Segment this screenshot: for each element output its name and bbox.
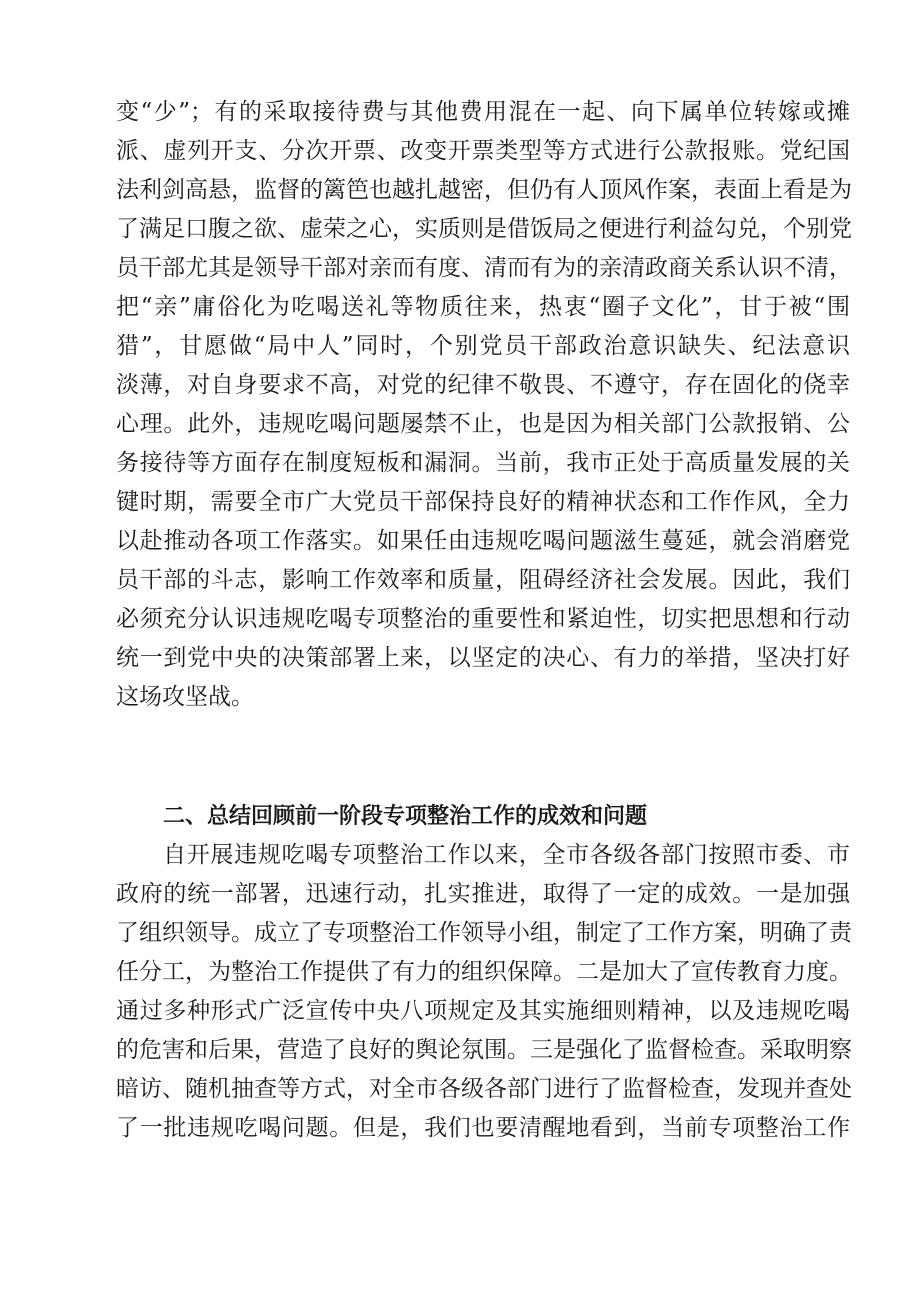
text-line: 淡薄，对自身要求不高，对党的纪律不敬畏、不遵守，存在固化的侥幸 — [116, 372, 850, 398]
text-line: 把“亲”庸俗化为吃喝送礼等物质往来，热衷“圈子文化”，甘于被“围 — [116, 294, 850, 320]
text-line: 的危害和后果，营造了良好的舆论氛围。三是强化了监督检查。采取明察 — [116, 1037, 852, 1063]
text-line: 了组织领导。成立了专项整治工作领导小组，制定了工作方案，明确了责 — [116, 920, 852, 946]
paragraph-body-2 — [116, 836, 850, 1148]
text-line: 员干部的斗志，影响工作效率和质量，阻碍经济社会发展。因此，我们 — [116, 567, 850, 593]
text-line: 员干部尤其是领导干部对亲而有度、清而有为的亲清政商关系认识不清， — [116, 255, 852, 281]
text-line: 了满足口腹之欲、虚荣之心，实质则是借饭局之便进行利益勾兑，个别党 — [116, 216, 852, 242]
text-line: 变“少”；有的采取接待费与其他费用混在一起、向下属单位转嫁或摊 — [116, 99, 850, 125]
text-line: 必须充分认识违规吃喝专项整治的重要性和紧迫性，切实把思想和行动 — [116, 606, 850, 632]
text-line: 派、虚列开支、分次开票、改变开票类型等方式进行公款报账。党纪国 — [116, 138, 850, 164]
text-line: 这场攻坚战。 — [116, 684, 254, 710]
text-line: 键时期，需要全市广大党员干部保持良好的精神状态和工作作风，全力 — [116, 489, 850, 515]
text-line: 暗访、随机抽查等方式，对全市各级各部门进行了监督检查，发现并查处 — [116, 1076, 852, 1102]
text-line: 法利剑高悬，监督的篱笆也越扎越密，但仍有人顶风作案，表面上看是为 — [116, 177, 852, 203]
text-line: 统一到党中央的决策部署上来，以坚定的决心、有力的举措，坚决打好 — [116, 645, 850, 671]
text-line: 自开展违规吃喝专项整治工作以来，全市各级各部门按照市委、市 — [163, 842, 850, 868]
paragraph-body-1 — [116, 93, 850, 717]
text-line: 心理。此外，违规吃喝问题屡禁不止，也是因为相关部门公款报销、公 — [116, 411, 850, 437]
text-line: 猎”，甘愿做“局中人”同时，个别党员干部政治意识缺失、纪法意识 — [116, 333, 850, 359]
text-line: 政府的统一部署，迅速行动，扎实推进，取得了一定的成效。一是加强 — [116, 881, 850, 907]
text-line: 任分工，为整治工作提供了有力的组织保障。二是加大了宣传教育力度。 — [116, 959, 852, 985]
text-line: 了一批违规吃喝问题。但是，我们也要清醒地看到，当前专项整治工作 — [116, 1115, 850, 1141]
text-line: 务接待等方面存在制度短板和漏洞。当前，我市正处于高质量发展的关 — [116, 450, 850, 476]
text-line: 以赴推动各项工作落实。如果任由违规吃喝问题滋生蔓延，就会消磨党 — [116, 528, 850, 554]
section-heading: 二、总结回顾前一阶段专项整治工作的成效和问题 — [163, 804, 648, 829]
text-line: 通过多种形式广泛宣传中央八项规定及其实施细则精神，以及违规吃喝 — [116, 998, 850, 1024]
